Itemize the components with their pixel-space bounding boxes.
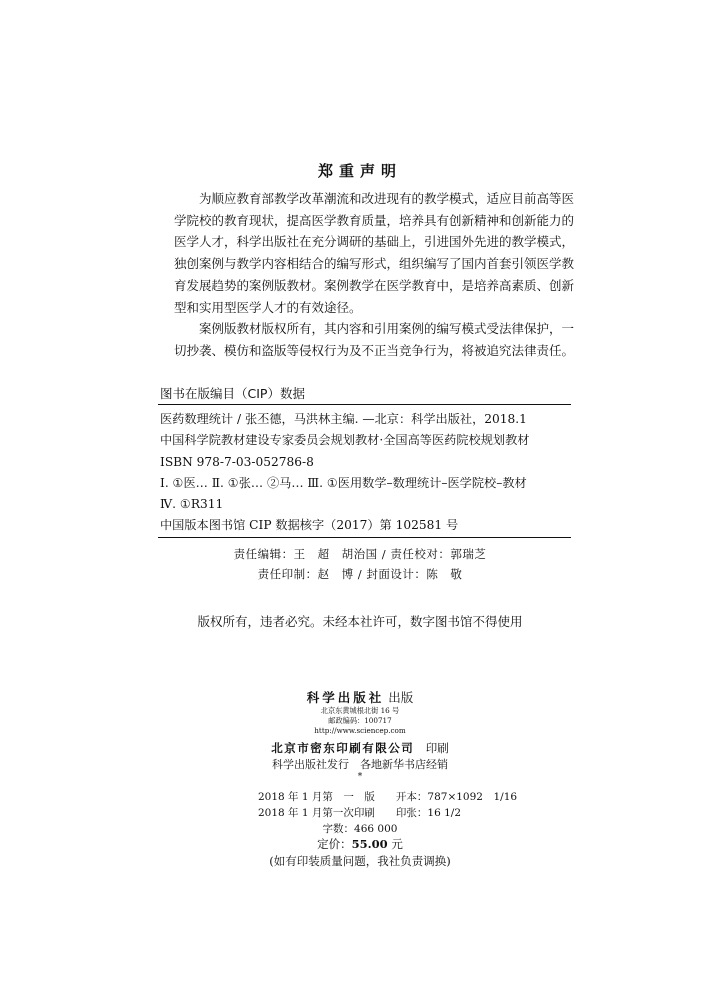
statement-line: 医学人才，科学出版社在充分调研的基础上，引进国外先进的教学模式，: [174, 234, 575, 250]
cip-line: Ⅰ. ①医… Ⅱ. ①张… ②马… Ⅲ. ①医用数学–数理统计–医学院校–教材: [160, 475, 527, 490]
publisher-address-block: [0, 706, 720, 736]
price-unit: 元: [387, 837, 403, 851]
printer-suffix: 印刷: [414, 741, 449, 755]
production-credits: 责任印制：赵 博 / 封面设计：陈 敬: [257, 567, 463, 581]
publisher-postcode: 邮政编码：100717: [328, 716, 392, 725]
editor-credits: 责任编辑：王 超 胡治国 / 责任校对：郭瑞芝: [233, 547, 487, 561]
cip-bottom-rule: [158, 537, 571, 538]
printer-name: 北京市密东印刷有限公司: [271, 741, 415, 755]
statement-line: 型和实用型医学人才的有效途径。: [174, 299, 362, 315]
publisher-line: [0, 688, 720, 706]
separator-star: *: [357, 772, 363, 782]
cip-line: Ⅳ. ①R311: [160, 497, 224, 512]
printer-line: [0, 740, 720, 756]
cip-line: 医药数理统计 / 张丕德，马洪林主编. —北京：科学出版社，2018.1: [160, 412, 527, 426]
statement-paragraph-1: [174, 188, 575, 318]
cip-line: ISBN 978-7-03-052786-8: [160, 454, 314, 469]
cip-heading: 图书在版编目（CIP）数据: [160, 386, 305, 401]
statement-line: 案例版教材版权所有，其内容和引用案例的编写模式受法律保护，一: [199, 321, 575, 336]
statement-line: 学院校的教育现状，提高医学教育质量，培养具有创新精神和创新能力的: [174, 212, 575, 228]
copyright-notice: 版权所有，违者必究。未经本社许可，数字图书馆不得使用: [197, 614, 523, 629]
publisher-website: http://www.sciencep.com: [314, 726, 406, 735]
price-value: 55.00: [351, 837, 388, 851]
statement-paragraph-2: [174, 318, 575, 361]
cip-data-block: [160, 409, 572, 537]
statement-line: 切抄袭、模仿和盗版等侵权行为及不正当竞争行为，将被追究法律责任。: [174, 342, 575, 358]
statement-line: 育发展趋势的案例版教材。案例教学在医学教育中，是培养高素质、创新: [174, 277, 575, 293]
edition-line: 2018 年 1 月第 一 版 开本：787×1092 1/16: [258, 791, 518, 803]
cip-top-rule: [158, 404, 571, 405]
statement-title: 郑重声明: [317, 162, 402, 180]
publisher-name: 科学出版社: [306, 690, 385, 705]
price-label: 定价：: [317, 837, 352, 851]
price-line: [0, 836, 720, 852]
quality-note: (如有印装质量问题，我社负责调换): [269, 854, 451, 868]
statement-line: 独创案例与教学内容相结合的编写形式，组织编写了国内首套引领医学教: [174, 256, 575, 272]
publisher-suffix: 出版: [384, 690, 414, 705]
printing-line: 2018 年 1 月第一次印刷 印张：16 1/2: [258, 807, 462, 819]
cip-line: 中国版本图书馆 CIP 数据核字（2017）第 102581 号: [160, 518, 459, 533]
distribution-line: 科学出版社发行 各地新华书店经销: [272, 758, 448, 771]
cip-line: 中国科学院教材建设专家委员会规划教材·全国高等医药院校规划教材: [160, 433, 530, 448]
statement-line: 为顺应教育部教学改革潮流和改进现有的教学模式，适应目前高等医: [199, 191, 575, 206]
wordcount-line: 字数：466 000: [322, 823, 398, 835]
publisher-address: 北京东黄城根北街 16 号: [320, 706, 400, 715]
